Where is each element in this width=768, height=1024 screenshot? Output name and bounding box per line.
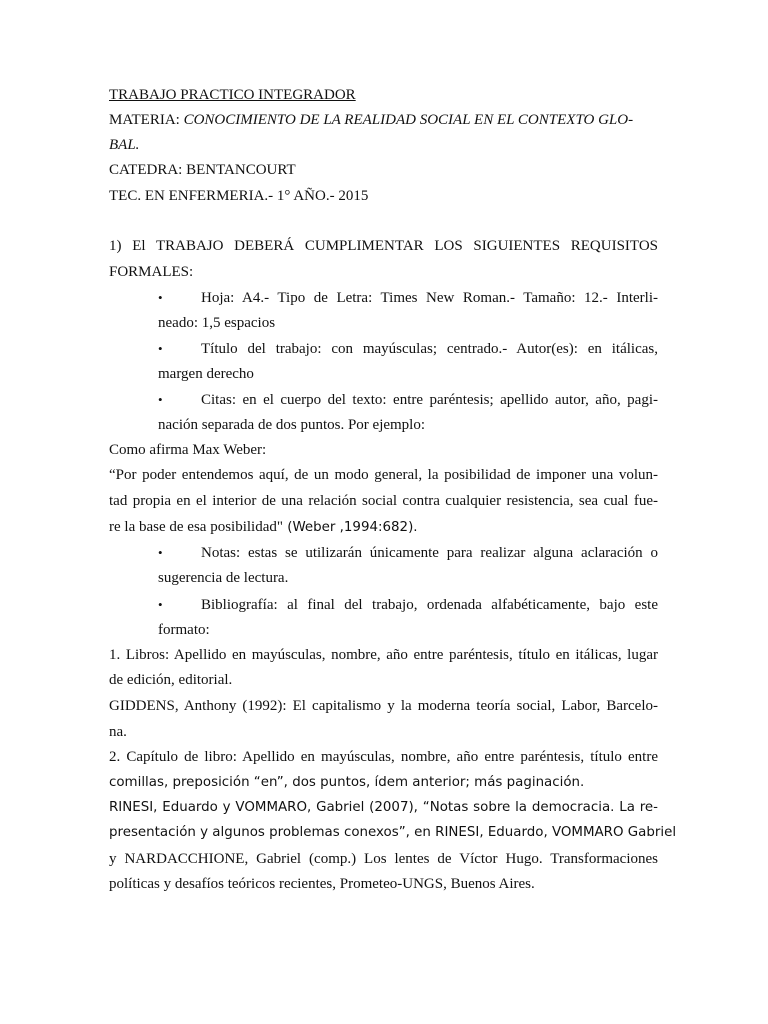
bullet-citations-text-cont: nación separada de dos puntos. Por ejemplo: — [158, 417, 426, 433]
chapter-example-line-1: RINESI, Eduardo y VOMMARO, Gabriel (2007), “Notas sobre la democracia. La re- — [109, 800, 658, 815]
bullet-citations-text: Citas: en el cuerpo del texto: entre paréntesis; apellido autor, año, pagi- — [201, 392, 658, 408]
books-example-line-1: GIDDENS, Anthony (1992): El capitalismo y la moderna teoría social, Labor, Barcelo- — [109, 698, 658, 714]
books-format-line-1: 1. Libros: Apellido en mayúsculas, nombre, año entre paréntesis, título en itálicas, lugar — [109, 647, 658, 663]
chapter-example-line-3: y NARDACCHIONE, Gabriel (comp.) Los lentes de Víctor Hugo. Transformaciones — [109, 851, 658, 867]
chapter-format-line-1: 2. Capítulo de libro: Apellido en mayúsculas, nombre, año entre paréntesis, título entre — [109, 749, 658, 765]
chapter-format-line-2: comillas, preposición “en”, dos puntos, ídem anterior; más paginación. — [109, 775, 585, 790]
bullet-icon: • — [158, 392, 163, 407]
bullet-bibliography-text-cont: formato: — [158, 622, 210, 638]
books-format-line-2: de edición, editorial. — [109, 672, 233, 688]
quote-line-1: “Por poder entendemos aquí, de un modo general, la posibilidad de imponer una volun- — [109, 467, 658, 483]
bullet-icon: • — [158, 341, 163, 356]
bullet-icon: • — [158, 597, 163, 612]
chapter-example-line-4: políticas y desafíos teóricos recientes, Prometeo-UNGS, Buenos Aires. — [109, 876, 535, 892]
bullet-bibliography-text: Bibliografía: al final del trabajo, ordenada alfabéticamente, bajo este — [201, 597, 658, 613]
materia-name: CONOCIMIENTO DE LA REALIDAD SOCIAL EN EL CONTEXTO GLO- — [183, 112, 634, 128]
bullet-notes-text: Notas: estas se utilizarán únicamente para realizar alguna aclaración o — [201, 545, 658, 561]
document-title: TRABAJO PRACTICO INTEGRADOR — [109, 87, 356, 103]
bullet-paper-text-cont: neado: 1,5 espacios — [158, 315, 276, 331]
bullet-notes-text-cont: sugerencia de lectura. — [158, 570, 289, 586]
quote-line-3: re la base de esa posibilidad" (Weber ,1994:682). — [109, 519, 418, 535]
materia-line — [109, 110, 658, 130]
bullet-paper-text: Hoja: A4.- Tipo de Letra: Times New Roman.- Tamaño: 12.- Interli- — [201, 290, 658, 306]
requirements-heading-cont: FORMALES: — [109, 264, 194, 280]
materia-continuation: BAL. — [109, 137, 140, 153]
catedra-line: CATEDRA: BENTANCOURT — [109, 162, 296, 178]
bullet-icon: • — [158, 545, 163, 560]
quote-reference: (Weber ,1994:682). — [282, 520, 418, 535]
materia-label: MATERIA: — [109, 112, 180, 128]
bullet-title-text-cont: margen derecho — [158, 366, 254, 382]
bullet-icon: • — [158, 290, 163, 305]
chapter-example-line-2: presentación y algunos problemas conexos”, en RINESI, Eduardo, VOMMARO Gabriel — [109, 825, 677, 840]
bullet-title-text: Título del trabajo: con mayúsculas; centrado.- Autor(es): en itálicas, — [201, 341, 658, 357]
requirements-heading: 1) El TRABAJO DEBERÁ CUMPLIMENTAR LOS SIGUIENTES REQUISITOS — [109, 238, 658, 254]
quote-line-2: tad propia en el interior de una relación social contra cualquier resistencia, sea cual fue- — [109, 493, 658, 509]
quote-intro: Como afirma Max Weber: — [109, 442, 267, 458]
books-example-line-2: na. — [109, 724, 127, 740]
carrera-line: TEC. EN ENFERMERIA.- 1° AÑO.- 2015 — [109, 188, 369, 204]
